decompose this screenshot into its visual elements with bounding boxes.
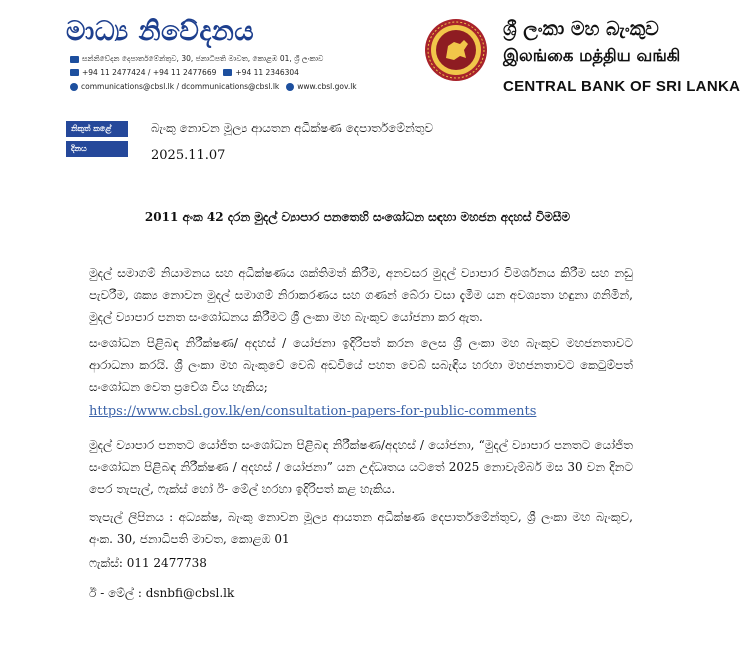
release-title: 2011 අංක 42 දරන මුදල් ව්‍යාපාර පනතෙහි සංශෝධන සඳහා මහජන අදහස් විමසීම [144, 210, 571, 224]
bank-name-block [503, 18, 740, 95]
website-text[interactable]: www.cbsl.gov.lk [297, 82, 357, 91]
bank-name-english: CENTRAL BANK OF SRI LANKA [503, 78, 740, 95]
issued-by-value: බැංකු නොවන මූල්‍ය ආයතන අධීක්ෂණ දෙපාර්තමේන්තුව [151, 121, 434, 135]
address-text: සන්නිවේදන දෙපාර්තමේන්තුව, 30, ජනාධිපති මාවත, කොළඹ 01, ශ්‍රී ලංකාව [82, 54, 324, 63]
issued-by-label: නිකුත් කළේ [66, 121, 128, 137]
globe-icon [286, 83, 294, 91]
email-text[interactable]: communications@cbsl.lk / dcommunications@cbsl.lk [81, 82, 280, 91]
bank-name-sinhala: ශ්‍රී ලංකා මහ බැංකුව [503, 18, 659, 40]
phone-text: +94 11 2477424 / +94 11 2477669 [82, 68, 217, 77]
date-value: 2025.11.07 [151, 148, 226, 163]
postal-address: තැපැල් ලිපිනය : අධ්‍යක්ෂ, බැංකු නොවන මූල්‍ය ආයතන අධීක්ෂණ දෙපාර්තමේන්තුව, ශ්‍රී ලංකා මහ බැංකුව, අංක. 30, ජනාධිපති මාවත, කොළඹ 01 [89, 510, 633, 546]
fax-line: ෆැක්ස්: 011 2477738 [89, 556, 207, 570]
at-icon [70, 83, 78, 91]
envelope-icon [70, 56, 79, 63]
phone-line [70, 68, 299, 77]
page-header [0, 0, 740, 110]
fax-icon [223, 69, 232, 76]
email-line-footer: ඊ - මේල් : dsnbfi@cbsl.lk [89, 586, 235, 600]
paragraph-invitation: සංශෝධන පිළිබඳ නිරීක්ෂණ/ අදහස් / යෝජනා ඉදිරිපත් කරන ලෙස ශ්‍රී ලංකා මහ බැංකුව මහජනතාවට ආරාධනා කරයි. ශ්‍රී ලංකා මහ බැංකුවේ වෙබ් අඩවියේ පහත වෙබ් සබැඳිය හරහා මහජනතාවට කෙටුම්පත් සංශෝධන වෙත ප්‍රවේශ විය හැකිය; [89, 336, 633, 394]
central-bank-seal-icon [424, 18, 488, 82]
consultation-link[interactable]: https://www.cbsl.gov.lk/en/consultation-papers-for-public-comments [89, 404, 537, 419]
date-label: දිනය [66, 141, 128, 157]
email-line [70, 82, 357, 91]
phone-icon [70, 69, 79, 76]
paragraph-intro: මුදල් සමාගම් නියාමනය සහ අධීක්ෂණය ශක්තිමත් කිරීම, අනවසර මුදල් ව්‍යාපාර විමර්ශනය කිරීම සහ නඩු පැවරීම, ශක්‍ය නොවන මුදල් සමාගම් නිරාකරණය සහ ගණන් බේරා වසා දැමීම යන අවශ්‍යතා හඳුනා ගනිමින්, මුදල් ව්‍යාපාර පනත සංශෝධනය කිරීමට ශ්‍රී ලංකා මහ බැංකුව යෝජනා කර ඇත. [89, 266, 633, 324]
fax-text: +94 11 2346304 [235, 68, 299, 77]
address-line [70, 54, 323, 64]
paragraph-submission: මුදල් ව්‍යාපාර පනතට යෝජිත සංශෝධන පිළිබඳ නිරීක්ෂණ/අදහස් / යෝජනා, “මුදල් ව්‍යාපාර පනතට යෝජිත සංශෝධන පිළිබඳ නිරීක්ෂණ / අදහස් / යෝජනා” යන උද්ධෘතය යටතේ 2025 නොවැම්බර් මස 30 වන දිනට පෙර තැපැල්, ෆැක්ස් හෝ ඊ- මේල් හරහා ඉදිරිපත් කළ හැකිය. [89, 438, 633, 496]
masthead-title: මාධ්‍ය නිවේදනය [66, 16, 255, 47]
bank-name-tamil: இலங்கை மத்திய வங்கி [503, 46, 681, 65]
